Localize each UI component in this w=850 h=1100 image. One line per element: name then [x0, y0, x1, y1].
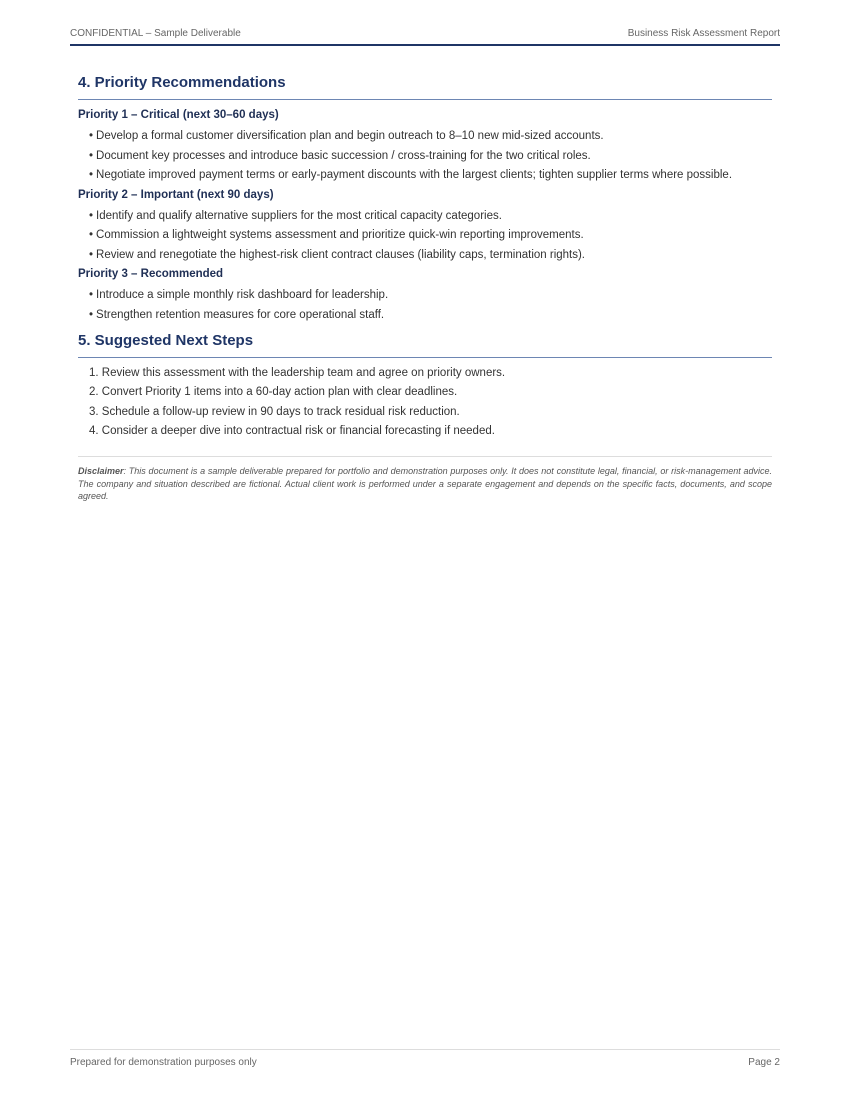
disclaimer	[78, 456, 772, 503]
list-item: • Review and renegotiate the highest-risk client contract clauses (liability caps, termination rights).	[89, 248, 586, 261]
priority-1-list	[78, 129, 772, 182]
page-content	[78, 74, 772, 503]
header-report-title: Business Risk Assessment Report	[627, 28, 780, 39]
page-number: Page 2	[748, 1057, 780, 1068]
priority-3-list	[78, 288, 772, 322]
next-steps-list	[78, 366, 772, 439]
priority-2-title: Priority 2 – Important (next 90 days)	[78, 188, 274, 201]
list-item: 4. Consider a deeper dive into contractual risk or financial forecasting if needed.	[89, 425, 495, 437]
disclaimer-lead: Disclaimer	[78, 466, 124, 476]
section-title-priority-recommendations: 4. Priority Recommendations	[78, 74, 772, 100]
list-item: • Negotiate improved payment terms or early-payment discounts with the largest clients; tighten supplier terms where possible.	[89, 169, 733, 181]
list-item: • Strengthen retention measures for core operational staff.	[89, 308, 385, 321]
priority-2-list	[78, 209, 772, 262]
footer-note: Prepared for demonstration purposes only	[70, 1057, 257, 1068]
list-item: • Document key processes and introduce basic succession / cross-training for the two critical roles.	[89, 149, 591, 162]
list-item: 1. Review this assessment with the leadership team and agree on priority owners.	[89, 366, 506, 379]
list-item: • Identify and qualify alternative suppliers for the most critical capacity categories.	[89, 209, 502, 222]
section-title-next-steps: 5. Suggested Next Steps	[78, 332, 772, 358]
page-footer	[70, 1049, 780, 1068]
page-header	[70, 28, 780, 46]
list-item: 3. Schedule a follow-up review in 90 days to track residual risk reduction.	[89, 405, 460, 418]
disclaimer-text: : This document is a sample deliverable prepared for portfolio and demonstration purposes only. It does not constitute legal, financial, or risk-management advice. The company and situation described are fictional. Actual client work is performed under a separate engagement and depends on the specific facts, documents, and scope agreed.	[78, 466, 772, 501]
priority-3-title: Priority 3 – Recommended	[78, 268, 224, 280]
list-item: 2. Convert Priority 1 items into a 60-day action plan with clear deadlines.	[89, 386, 458, 398]
list-item: • Develop a formal customer diversification plan and begin outreach to 8–10 new mid-sized accounts.	[89, 130, 604, 142]
list-item: • Introduce a simple monthly risk dashboard for leadership.	[89, 289, 389, 301]
priority-1-title: Priority 1 – Critical (next 30–60 days)	[78, 109, 279, 121]
header-confidential-label: CONFIDENTIAL – Sample Deliverable	[70, 28, 241, 39]
list-item: • Commission a lightweight systems assessment and prioritize quick-win reporting improvements.	[89, 229, 584, 241]
